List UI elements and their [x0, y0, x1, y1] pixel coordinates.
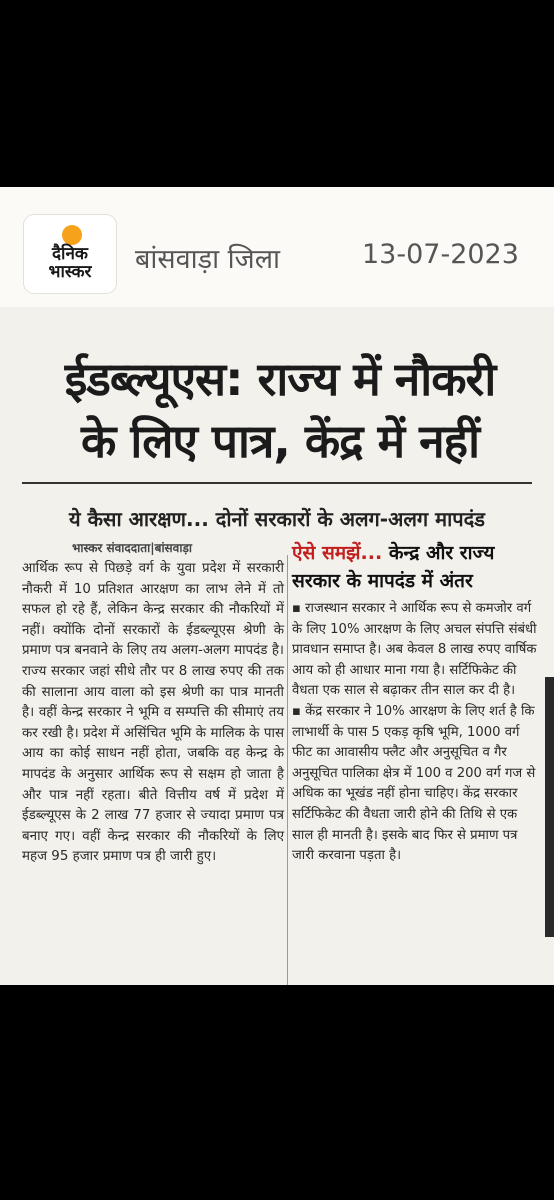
- newspaper-clipping: [0, 187, 554, 985]
- column-divider: [287, 555, 288, 985]
- subheadline: ये कैसा आरक्षण... दोनों सरकारों के अलग-अलग मापदंड: [69, 507, 485, 531]
- publication-date: 13-07-2023: [362, 239, 519, 270]
- sidebar-title-line2: सरकार के मापदंड में अंतर: [292, 570, 473, 592]
- sun-icon: [62, 225, 82, 245]
- byline: भास्कर संवाददाता|बांसवाड़ा: [72, 541, 192, 555]
- dainik-bhaskar-logo: [24, 215, 116, 293]
- district-label: बांसवाड़ा जिला: [135, 244, 281, 275]
- article-body: आर्थिक रूप से पिछड़े वर्ग के युवा प्रदेश में सरकारी नौकरी में 10 प्रतिशत आरक्षण का लाभ लेने में तो सफल हो रहे हैं, लेकिन केन्द्र सरकार की नौकरियों में नहीं। क्योंकि दोनों सरकारों के ईडब्ल्यूएस श्रेणी के प्रमाण पत्र बनवाने के लिए तय अलग-अलग मापदंड है। राज्य सरकार जहां सीधे तौर पर 8 लाख रुपए की तक की सालाना आय वाला को इस श्रेणी का पात्र मानती है। वहीं केन्द्र सरकार ने भूमि व सम्पत्ति की सीमाएं तय कर रखी है। प्रदेश में असिंचित भूमि के मालिक के पास आय का कोई साधन नहीं होता, जबकि वह केन्द्र के मापदंड के अनुसार आर्थिक रूप से सक्षम हो जाता है और पात्र नहीं रहता। बीते वित्तीय वर्ष में प्रदेश में ईडब्ल्यूएस के 2 लाख 77 हजार से ज्यादा प्रमाण पत्र बनाए गए। वहीं केन्द्र सरकार की नौकरियों के लिए महज 95 हजार प्रमाण पत्र ही जारी हुए।: [22, 561, 284, 865]
- sidebar-title-rest: केन्द्र और राज्य: [382, 542, 495, 564]
- adjacent-clipping-edge: [545, 677, 554, 937]
- sidebar-title: [292, 539, 540, 565]
- clipping-header: [0, 187, 554, 307]
- headline-divider: [22, 482, 532, 484]
- sidebar-point-rajasthan: ▪ राजस्थान सरकार ने आर्थिक रूप से कमजोर वर्ग के लिए 10% आरक्षण के लिए अचल संपत्ति संबंधी प्रावधान समाप्त है। अब केवल 8 लाख रुपए वार्षिक आय को ही आधार माना गया है। सर्टिफिकेट की वैधता एक साल से बढ़ाकर तीन साल कर दी है।: [292, 601, 537, 699]
- headline-line1: ईडब्ल्यूएस: राज्य में नौकरी: [64, 352, 496, 406]
- logo-text-line2: भास्कर: [48, 262, 92, 282]
- sidebar-box: [292, 539, 540, 867]
- headline-line2: के लिए पात्र, केंद्र में नहीं: [81, 414, 479, 468]
- sidebar-point-centre: ▪ केंद्र सरकार ने 10% आरक्षण के लिए शर्त है कि लाभार्थी के पास 5 एकड़ कृषि भूमि, 1000 वर्ग फीट का आवासीय फ्लैट और अनुसूचित व गैर अनुसूचित पालिका क्षेत्र में 100 व 200 वर्ग गज से अधिक का भूखंड नहीं होना चाहिए। केंद्र सरकार सर्टिफिकेट की वैधता जारी होने की तिथि से एक साल ही मानती है। इसके बाद फिर से प्रमाण पत्र जारी करवाना पड़ता है।: [292, 703, 536, 864]
- logo-text-line1: दैनिक: [52, 244, 88, 264]
- sidebar-title-highlight: ऐसे समझें...: [292, 542, 383, 564]
